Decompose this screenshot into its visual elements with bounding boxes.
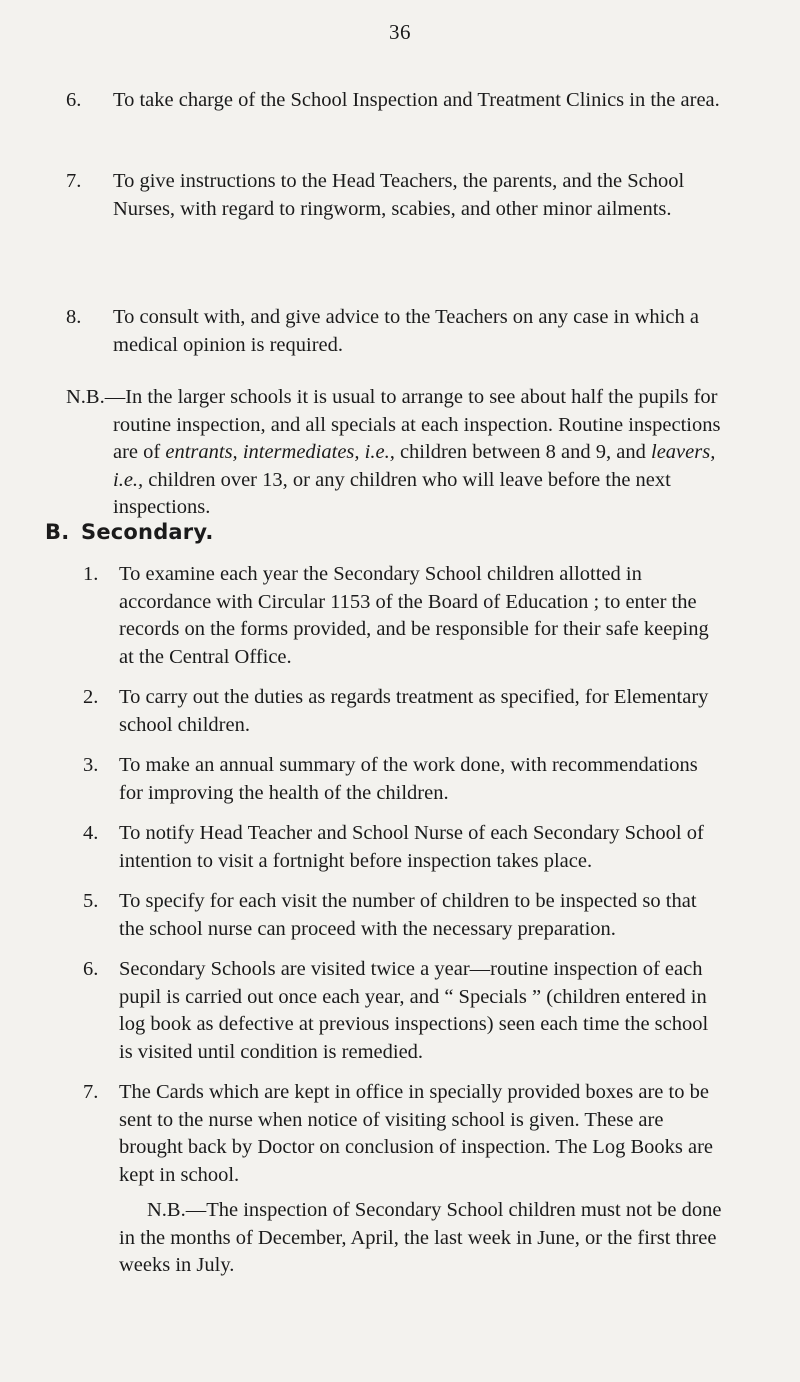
- list-item: [83, 752, 725, 807]
- item-number: 5.: [83, 890, 99, 912]
- term-leavers: leavers,: [651, 441, 716, 463]
- item-text: To consult with, and give advice to the Teachers on any case in which a medical opinion is required.: [113, 306, 699, 356]
- list-item: [83, 561, 725, 671]
- term-entrants: entrants,: [165, 441, 238, 463]
- list-item: [66, 87, 726, 115]
- term-intermediates: intermediates,: [242, 441, 360, 463]
- item-text: To specify for each visit the number of children to be inspected so that the school nurse can proceed with the necessary preparation.: [119, 890, 697, 940]
- item-number: 3.: [83, 754, 99, 776]
- item-number: 7.: [83, 1081, 99, 1103]
- section-title: Secondary.: [81, 520, 214, 544]
- item-number: 6.: [66, 89, 82, 111]
- item-text: To make an annual summary of the work done, with recommendations for improving the health of the children.: [119, 754, 698, 804]
- item-text: To give instructions to the Head Teachers, the parents, and the School Nurses, with regard to ringworm, scabies, and other minor ailments.: [113, 170, 685, 220]
- item-number: 2.: [83, 686, 99, 708]
- list-item: [66, 304, 726, 359]
- list-item: [83, 1079, 725, 1189]
- list-item: [83, 820, 725, 875]
- section-heading: [45, 520, 214, 544]
- item-text: The Cards which are kept in office in specially provided boxes are to be sent to the nurse when notice of visiting school is given. These are brought back by Doctor on conclusion of inspection. The Log Books are kept in school.: [119, 1081, 713, 1186]
- item-number: 6.: [83, 958, 99, 980]
- item-number: 7.: [66, 170, 82, 192]
- note-text: N.B.—The inspection of Secondary School children must not be done in the months of December, April, the last week in June, or the first three weeks in July.: [119, 1199, 722, 1276]
- item-text: To examine each year the Secondary School children allotted in accordance with Circular 1153 of the Board of Education ; to enter the records on the forms provided, and be responsible for their safe keeping at the Central Office.: [119, 563, 709, 668]
- note-text: N.B.—In the larger schools it is usual to arrange to see about half the pupils for routine inspection, and all specials at each inspection. Routine inspections are of entrants, intermediates, i.e., children between 8 and 9, and leavers, i.e., children over 13, or any children who will leave before the next inspections.: [66, 386, 721, 518]
- note-label: N.B.: [66, 386, 105, 408]
- note-paragraph: [83, 1197, 725, 1280]
- list-item: [83, 956, 725, 1066]
- item-number: 1.: [83, 563, 99, 585]
- note-paragraph: [66, 384, 726, 522]
- list-item: [66, 168, 726, 223]
- list-item: [83, 684, 725, 739]
- item-number: 8.: [66, 306, 82, 328]
- list-item: [83, 888, 725, 943]
- section-letter: B.: [45, 520, 70, 544]
- item-text: Secondary Schools are visited twice a year—routine inspection of each pupil is carried out once each year, and “ Specials ” (children entered in log book as defective at previous inspections) seen each time the school is visited until condition is remedied.: [119, 958, 709, 1063]
- item-number: 4.: [83, 822, 99, 844]
- item-text: To notify Head Teacher and School Nurse of each Secondary School of intention to visit a fortnight before inspection takes place.: [119, 822, 704, 872]
- item-text: To carry out the duties as regards treatment as specified, for Elementary school children.: [119, 686, 709, 736]
- page-number: 36: [389, 20, 411, 44]
- item-text: To take charge of the School Inspection and Treatment Clinics in the area.: [113, 89, 720, 111]
